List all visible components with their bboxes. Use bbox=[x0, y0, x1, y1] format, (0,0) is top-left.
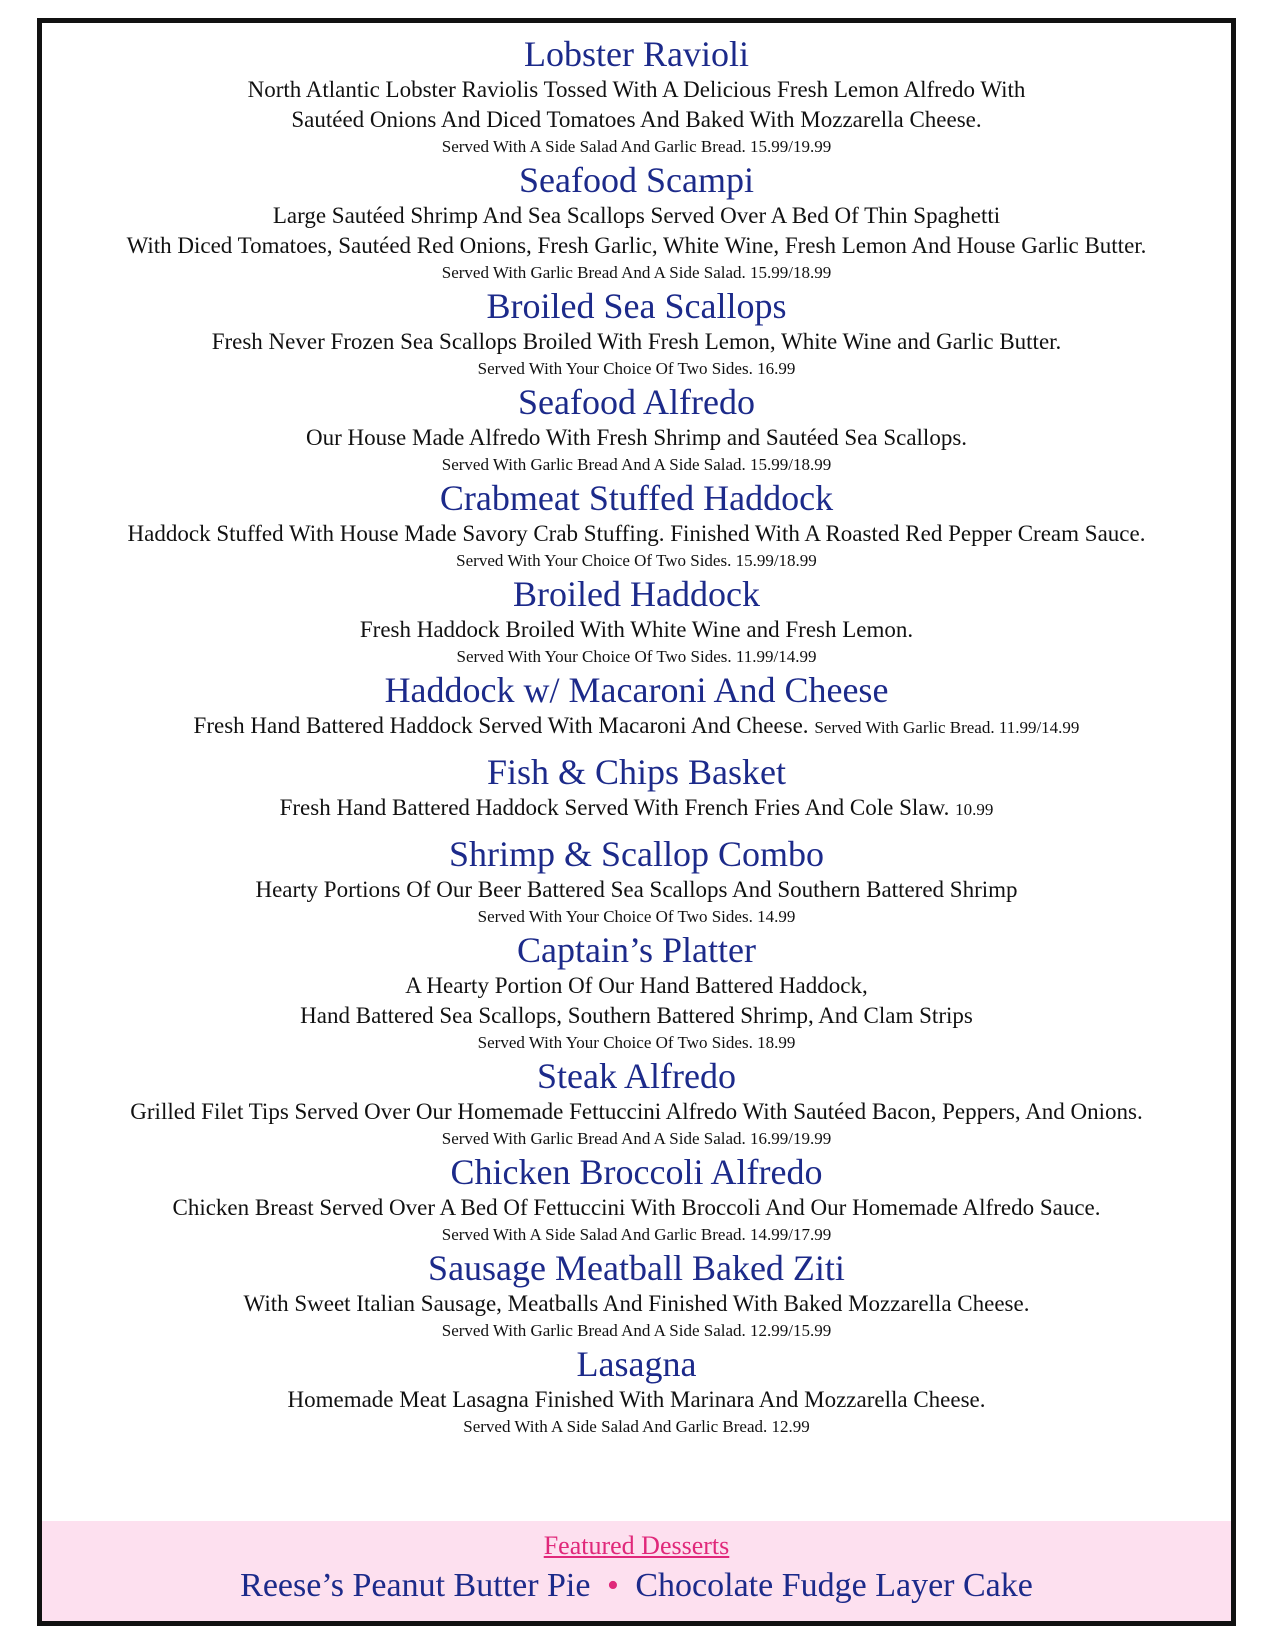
item-description bbox=[42, 711, 1231, 743]
menu-item-broiled-sea-scallops bbox=[42, 285, 1231, 381]
item-description: With Sweet Italian Sausage, Meatballs And Finished With Baked Mozzarella Cheese. bbox=[243, 1291, 1030, 1316]
item-description: Fresh Haddock Broiled With White Wine and Fresh Lemon. bbox=[359, 617, 914, 642]
item-description: Fresh Never Frozen Sea Scallops Broiled With Fresh Lemon, White Wine and Garlic Butter. bbox=[211, 329, 1062, 354]
item-served-price: Served With Garlic Bread And A Side Salad. 12.99/15.99 bbox=[441, 1321, 832, 1340]
item-title: Seafood Alfredo bbox=[518, 382, 755, 422]
item-title: Fish & Chips Basket bbox=[486, 752, 787, 792]
menu-item-seafood-alfredo bbox=[42, 381, 1231, 477]
item-served-price: Served With Your Choice Of Two Sides. 15.99/18.99 bbox=[456, 551, 817, 570]
item-description: North Atlantic Lobster Raviolis Tossed With A Delicious Fresh Lemon Alfredo With bbox=[247, 77, 1026, 102]
dessert-item: Reese’s Peanut Butter Pie bbox=[240, 1567, 591, 1604]
item-spacer bbox=[42, 825, 1231, 833]
item-description-main: Fresh Hand Battered Haddock Served With Macaroni And Cheese. bbox=[193, 713, 815, 738]
item-served-price: Served With Your Choice Of Two Sides. 14.99 bbox=[477, 907, 796, 926]
item-title: Shrimp & Scallop Combo bbox=[448, 834, 824, 874]
item-served-price: Served With A Side Salad And Garlic Bread. 14.99/17.99 bbox=[441, 1225, 832, 1244]
item-served-price: Served With Your Choice Of Two Sides. 18.99 bbox=[477, 1033, 796, 1052]
item-title: Captain’s Platter bbox=[517, 930, 756, 970]
item-price: 10.99 bbox=[955, 800, 994, 819]
item-description: Hearty Portions Of Our Beer Battered Sea Scallops And Southern Battered Shrimp bbox=[255, 877, 1018, 902]
item-served-price: Served With Garlic Bread And A Side Salad. 15.99/18.99 bbox=[441, 455, 832, 474]
item-spacer bbox=[42, 743, 1231, 751]
item-description: Chicken Breast Served Over A Bed Of Fettuccini With Broccoli And Our Homemade Alfredo Sauce. bbox=[172, 1195, 1101, 1220]
featured-desserts-heading: Featured Desserts bbox=[543, 1531, 730, 1560]
menu-frame bbox=[37, 18, 1236, 1626]
item-title: Broiled Haddock bbox=[513, 574, 760, 614]
item-served-price: Served With Garlic Bread And A Side Salad. 15.99/18.99 bbox=[441, 263, 832, 282]
item-title: Lobster Ravioli bbox=[524, 34, 749, 74]
menu-item-shrimp-scallop-combo bbox=[42, 833, 1231, 929]
item-description: A Hearty Portion Of Our Hand Battered Haddock, bbox=[405, 973, 868, 998]
dessert-item: Chocolate Fudge Layer Cake bbox=[635, 1567, 1033, 1604]
item-served-price: Served With Your Choice Of Two Sides. 16.99 bbox=[477, 359, 796, 378]
menu-item-steak-alfredo bbox=[42, 1055, 1231, 1151]
menu-item-seafood-scampi bbox=[42, 159, 1231, 285]
item-title: Haddock w/ Macaroni And Cheese bbox=[384, 670, 889, 710]
menu-item-lasagna bbox=[42, 1343, 1231, 1439]
bullet-separator-icon: • bbox=[606, 1567, 619, 1604]
item-title: Broiled Sea Scallops bbox=[486, 286, 787, 326]
item-description: Hand Battered Sea Scallops, Southern Battered Shrimp, And Clam Strips bbox=[300, 1003, 973, 1028]
item-served-price: Served With Garlic Bread And A Side Salad. 16.99/19.99 bbox=[441, 1129, 832, 1148]
featured-desserts-list bbox=[42, 1564, 1231, 1608]
menu-list bbox=[42, 33, 1231, 1439]
item-title: Steak Alfredo bbox=[537, 1056, 736, 1096]
item-title: Chicken Broccoli Alfredo bbox=[450, 1152, 823, 1192]
menu-item-fish-chips-basket bbox=[42, 751, 1231, 833]
menu-item-chicken-broccoli-alfredo bbox=[42, 1151, 1231, 1247]
item-title: Seafood Scampi bbox=[519, 160, 754, 200]
item-description: Homemade Meat Lasagna Finished With Marinara And Mozzarella Cheese. bbox=[287, 1387, 986, 1412]
menu-item-crabmeat-stuffed-haddock bbox=[42, 477, 1231, 573]
menu-item-sausage-meatball-baked-ziti bbox=[42, 1247, 1231, 1343]
item-description: With Diced Tomatoes, Sautéed Red Onions, Fresh Garlic, White Wine, Fresh Lemon And House Garlic Butter. bbox=[126, 233, 1147, 258]
item-served-price: Served With A Side Salad And Garlic Bread. 15.99/19.99 bbox=[441, 137, 832, 156]
menu-item-captains-platter bbox=[42, 929, 1231, 1055]
item-served-price: Served With A Side Salad And Garlic Bread. 12.99 bbox=[463, 1417, 810, 1436]
item-title: Crabmeat Stuffed Haddock bbox=[439, 478, 834, 518]
menu-item-haddock-mac-cheese bbox=[42, 669, 1231, 751]
item-description: Haddock Stuffed With House Made Savory Crab Stuffing. Finished With A Roasted Red Pepper Cream Sauce. bbox=[127, 521, 1146, 546]
item-title: Lasagna bbox=[576, 1344, 697, 1384]
item-description: Sautéed Onions And Diced Tomatoes And Baked With Mozzarella Cheese. bbox=[291, 107, 982, 132]
item-description: Grilled Filet Tips Served Over Our Homemade Fettuccini Alfredo With Sautéed Bacon, Peppers, And Onions. bbox=[130, 1099, 1143, 1124]
item-title: Sausage Meatball Baked Ziti bbox=[428, 1248, 845, 1288]
item-served-price: Served With Garlic Bread. 11.99/14.99 bbox=[814, 718, 1080, 737]
item-description: Our House Made Alfredo With Fresh Shrimp and Sautéed Sea Scallops. bbox=[305, 425, 968, 450]
item-description bbox=[42, 793, 1231, 825]
featured-desserts-band bbox=[42, 1521, 1231, 1621]
item-description: Large Sautéed Shrimp And Sea Scallops Served Over A Bed Of Thin Spaghetti bbox=[272, 203, 1001, 228]
item-served-price: Served With Your Choice Of Two Sides. 11.99/14.99 bbox=[456, 647, 817, 666]
menu-item-lobster-ravioli bbox=[42, 33, 1231, 159]
menu-item-broiled-haddock bbox=[42, 573, 1231, 669]
item-description-main: Fresh Hand Battered Haddock Served With French Fries And Cole Slaw. bbox=[279, 795, 956, 820]
